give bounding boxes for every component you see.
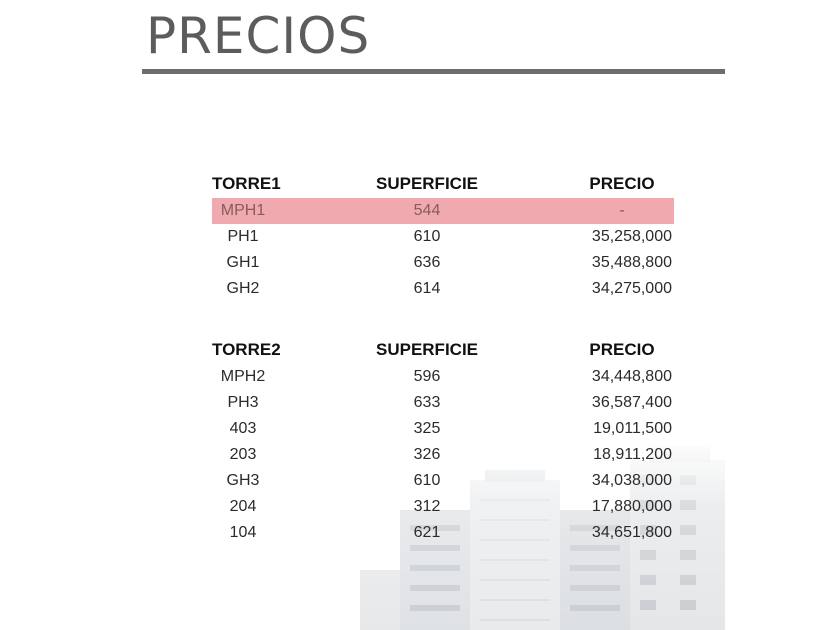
unit-cell: PH1 bbox=[227, 228, 259, 245]
table-row-highlighted bbox=[212, 198, 674, 224]
tower1-header-row bbox=[212, 170, 674, 198]
tower2-price-table bbox=[212, 336, 674, 546]
precio-header: PRECIO bbox=[589, 340, 655, 359]
precio-cell: 36,587,400 bbox=[591, 394, 672, 411]
table-row bbox=[212, 416, 674, 442]
unit-cell: PH3 bbox=[227, 394, 259, 411]
superficie-cell: 544 bbox=[413, 202, 441, 219]
superficie-cell: 636 bbox=[413, 254, 441, 271]
superficie-cell: 633 bbox=[413, 394, 441, 411]
superficie-cell: 326 bbox=[413, 446, 441, 463]
precio-cell: 34,038,000 bbox=[591, 472, 672, 489]
unit-cell: 403 bbox=[229, 420, 257, 437]
precio-cell: 34,275,000 bbox=[591, 280, 672, 297]
precio-cell: 17,880,000 bbox=[591, 498, 672, 515]
precio-cell: 34,448,800 bbox=[591, 368, 672, 385]
unit-cell: 204 bbox=[229, 498, 257, 515]
table-row bbox=[212, 494, 674, 520]
precio-cell: 35,258,000 bbox=[591, 228, 672, 245]
table-row bbox=[212, 520, 674, 546]
table-row bbox=[212, 224, 674, 250]
unit-cell: GH2 bbox=[226, 280, 260, 297]
unit-cell: MPH2 bbox=[220, 368, 266, 385]
precio-cell: 19,011,500 bbox=[593, 420, 672, 437]
unit-cell: MPH1 bbox=[220, 202, 266, 219]
tower1-price-table bbox=[212, 170, 674, 302]
superficie-cell: 325 bbox=[413, 420, 441, 437]
superficie-header: SUPERFICIE bbox=[375, 340, 479, 359]
superficie-cell: 610 bbox=[413, 472, 441, 489]
superficie-cell: 610 bbox=[413, 228, 441, 245]
table-row bbox=[212, 468, 674, 494]
title-divider bbox=[142, 69, 725, 74]
table-row bbox=[212, 364, 674, 390]
table-row bbox=[212, 250, 674, 276]
superficie-cell: 614 bbox=[413, 280, 441, 297]
superficie-cell: 596 bbox=[413, 368, 441, 385]
page-title: PRECIOS bbox=[146, 7, 371, 65]
precio-header: PRECIO bbox=[589, 174, 655, 193]
unit-cell: GH1 bbox=[226, 254, 260, 271]
superficie-header: SUPERFICIE bbox=[375, 174, 479, 193]
tower2-header-row bbox=[212, 336, 674, 364]
precio-cell: 34,651,800 bbox=[591, 524, 672, 541]
tower2-name-header: TORRE2 bbox=[212, 340, 281, 359]
table-row bbox=[212, 442, 674, 468]
precio-cell: 18,911,200 bbox=[593, 446, 672, 463]
tower1-name-header: TORRE1 bbox=[212, 174, 281, 193]
unit-cell: 104 bbox=[229, 524, 257, 541]
superficie-cell: 312 bbox=[413, 498, 441, 515]
table-row bbox=[212, 390, 674, 416]
superficie-cell: 621 bbox=[413, 524, 441, 541]
precio-cell: 35,488,800 bbox=[591, 254, 672, 271]
unit-cell: 203 bbox=[229, 446, 257, 463]
table-row bbox=[212, 276, 674, 302]
unit-cell: GH3 bbox=[226, 472, 260, 489]
precio-cell: - bbox=[619, 202, 625, 219]
